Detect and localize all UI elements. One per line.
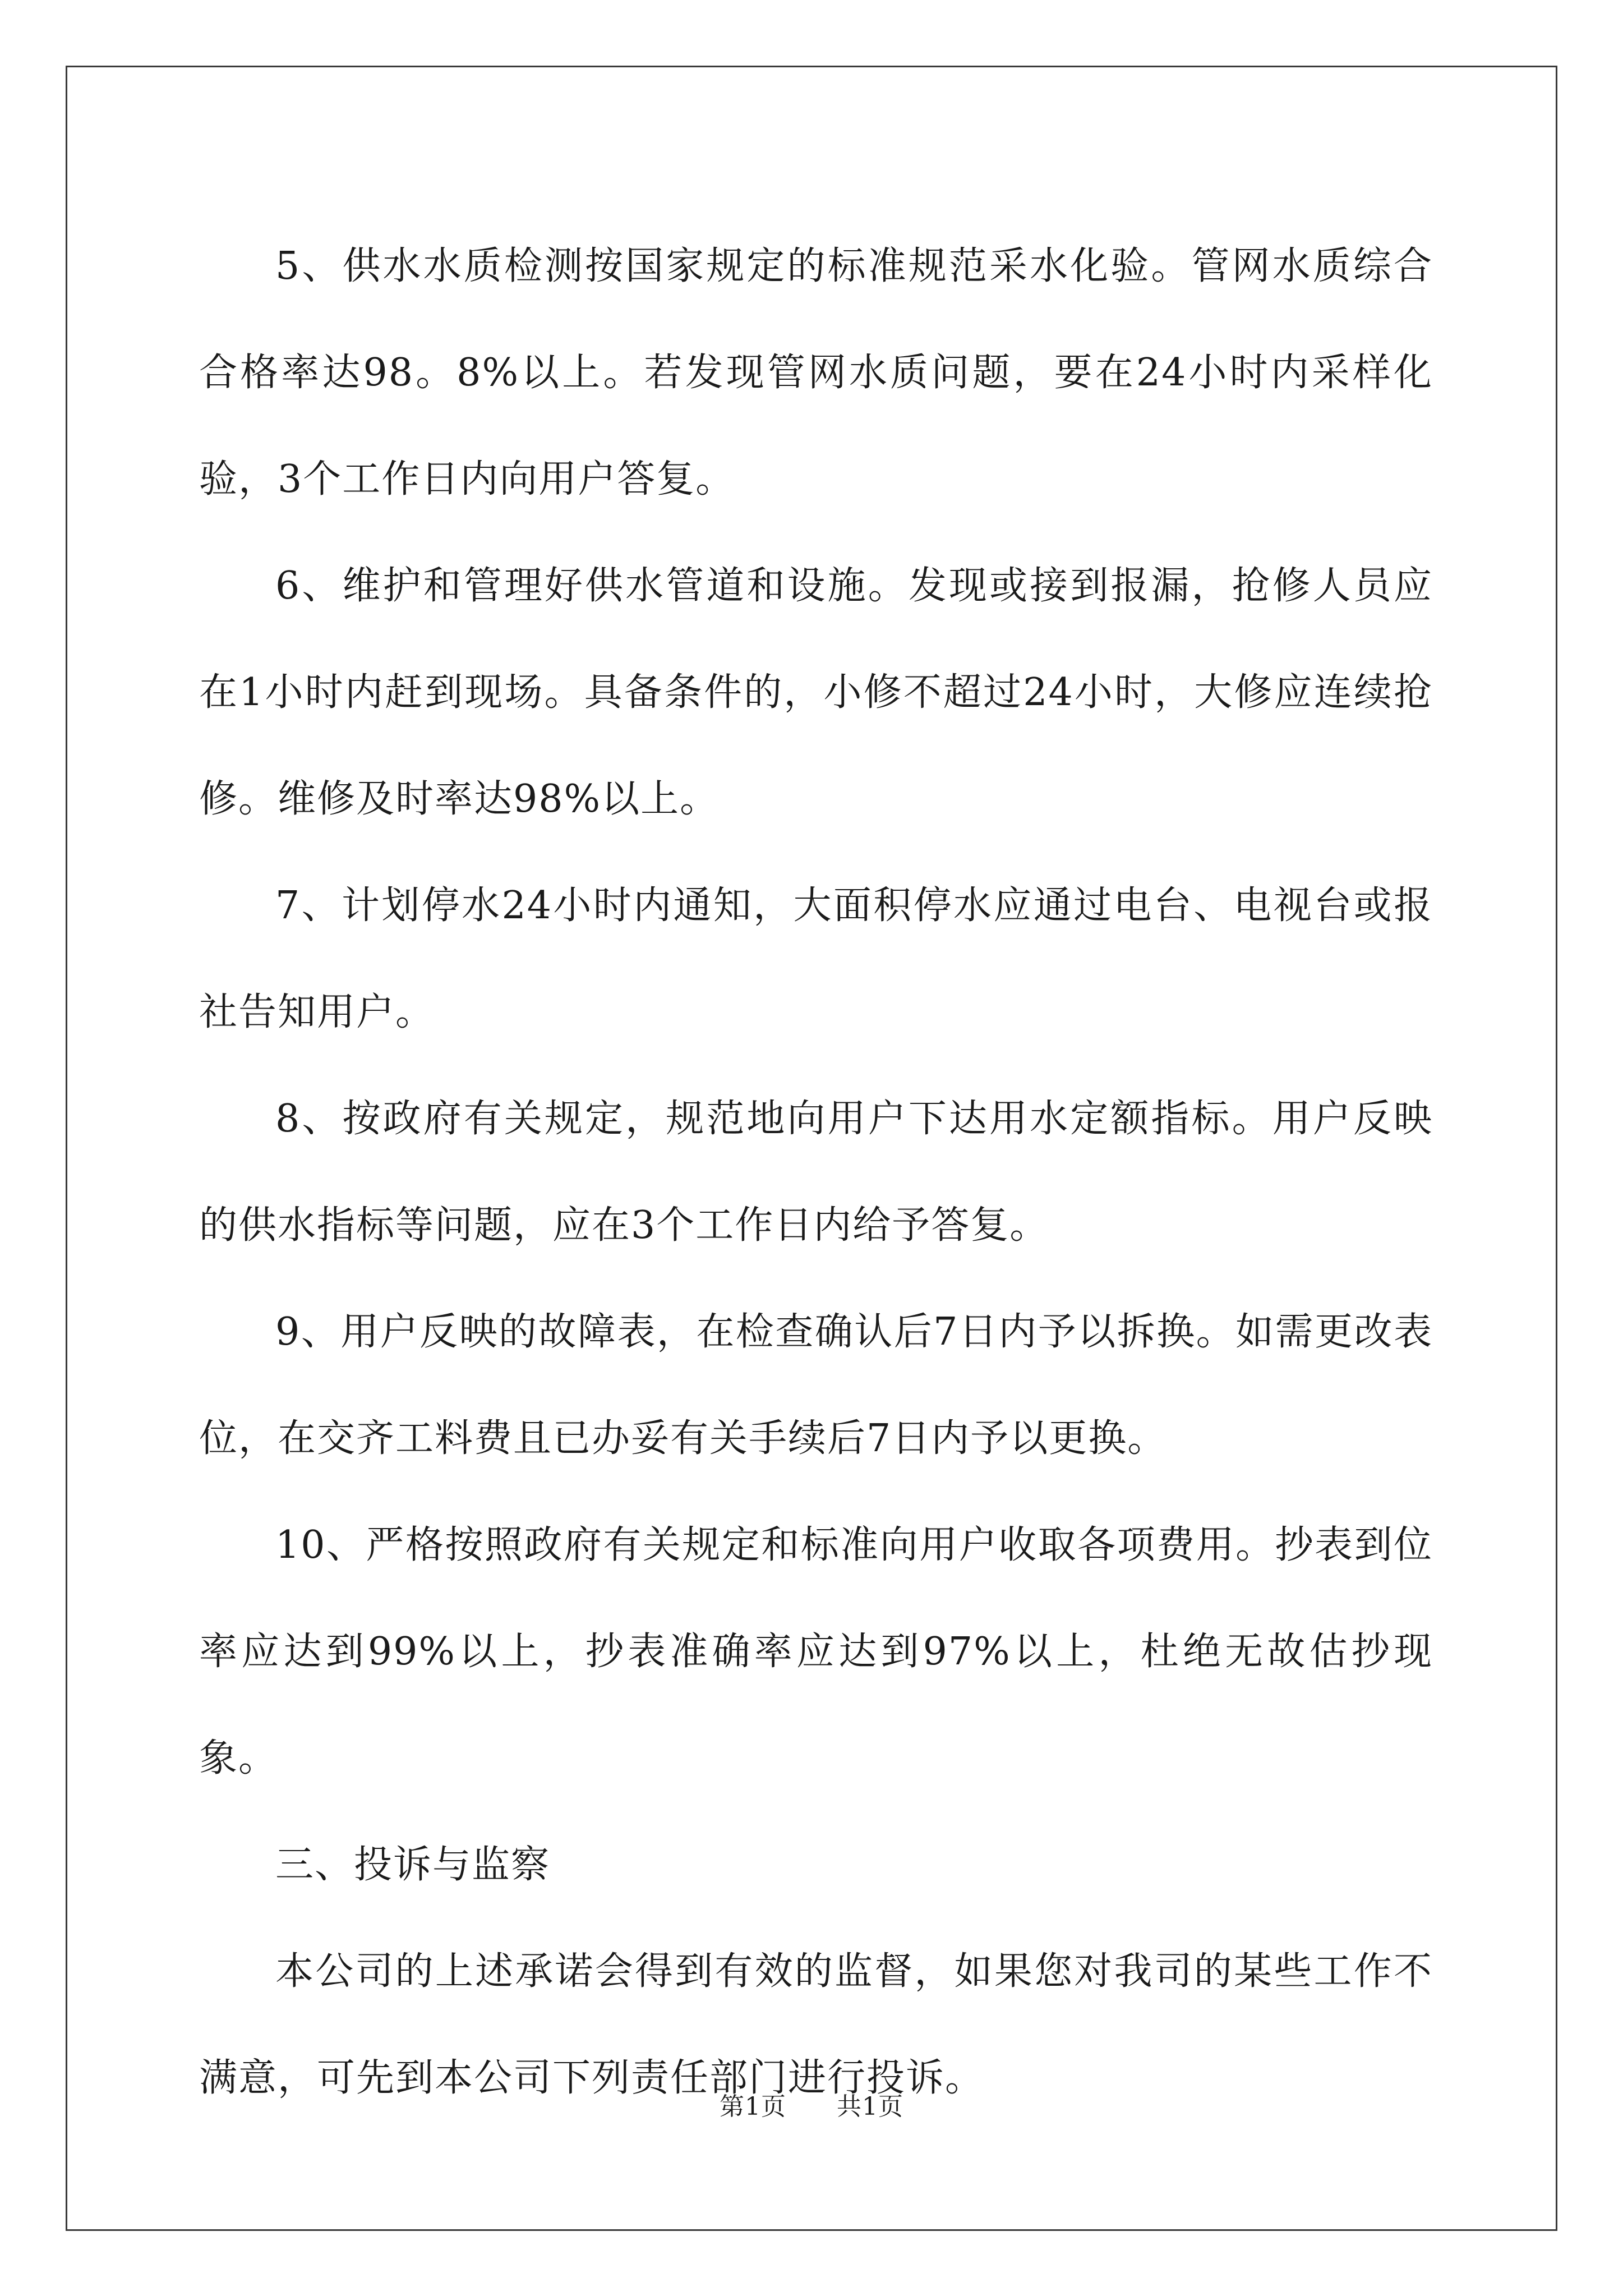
section-heading: 三、投诉与监察 xyxy=(275,1843,551,1887)
paragraph-complaint: 本公司的上述承诺会得到有效的监督，如果您对我司的某些工作不满意，可先到本公司下列责任部门进行投诉。 xyxy=(199,1949,1433,2100)
document-body xyxy=(199,213,1433,2132)
paragraph-item-8: 8、按政府有关规定，规范地向用户下达用水定额指标。用户反映的供水指标等问题，应在3个工作日内给予答复。 xyxy=(199,1097,1433,1248)
paragraph-item-6: 6、维护和管理好供水管道和设施。发现或接到报漏，抢修人员应在1小时内赶到现场。具备条件的，小修不超过24小时，大修应连续抢修。维修及时率达98%以上。 xyxy=(199,564,1433,821)
paragraph-item-5: 5、供水水质检测按国家规定的标准规范采水化验。管网水质综合合格率达98。8%以上。若发现管网水质问题，要在24小时内采样化验，3个工作日内向用户答复。 xyxy=(199,244,1433,501)
paragraph-item-9: 9、用户反映的故障表，在检查确认后7日内予以拆换。如需更改表位，在交齐工料费且已办妥有关手续后7日内予以更换。 xyxy=(199,1310,1433,1461)
page-number: 第1页 xyxy=(720,2092,786,2121)
paragraph-item-7: 7、计划停水24小时内通知，大面积停水应通过电台、电视台或报社告知用户。 xyxy=(199,884,1433,1034)
paragraph-item-10: 10、严格按照政府有关规定和标准向用户收取各项费用。抄表到位率应达到99%以上，抄表准确率应达到97%以上，杜绝无故估抄现象。 xyxy=(199,1523,1433,1780)
page-total: 共1页 xyxy=(837,2092,903,2121)
page-footer xyxy=(0,2090,1623,2124)
